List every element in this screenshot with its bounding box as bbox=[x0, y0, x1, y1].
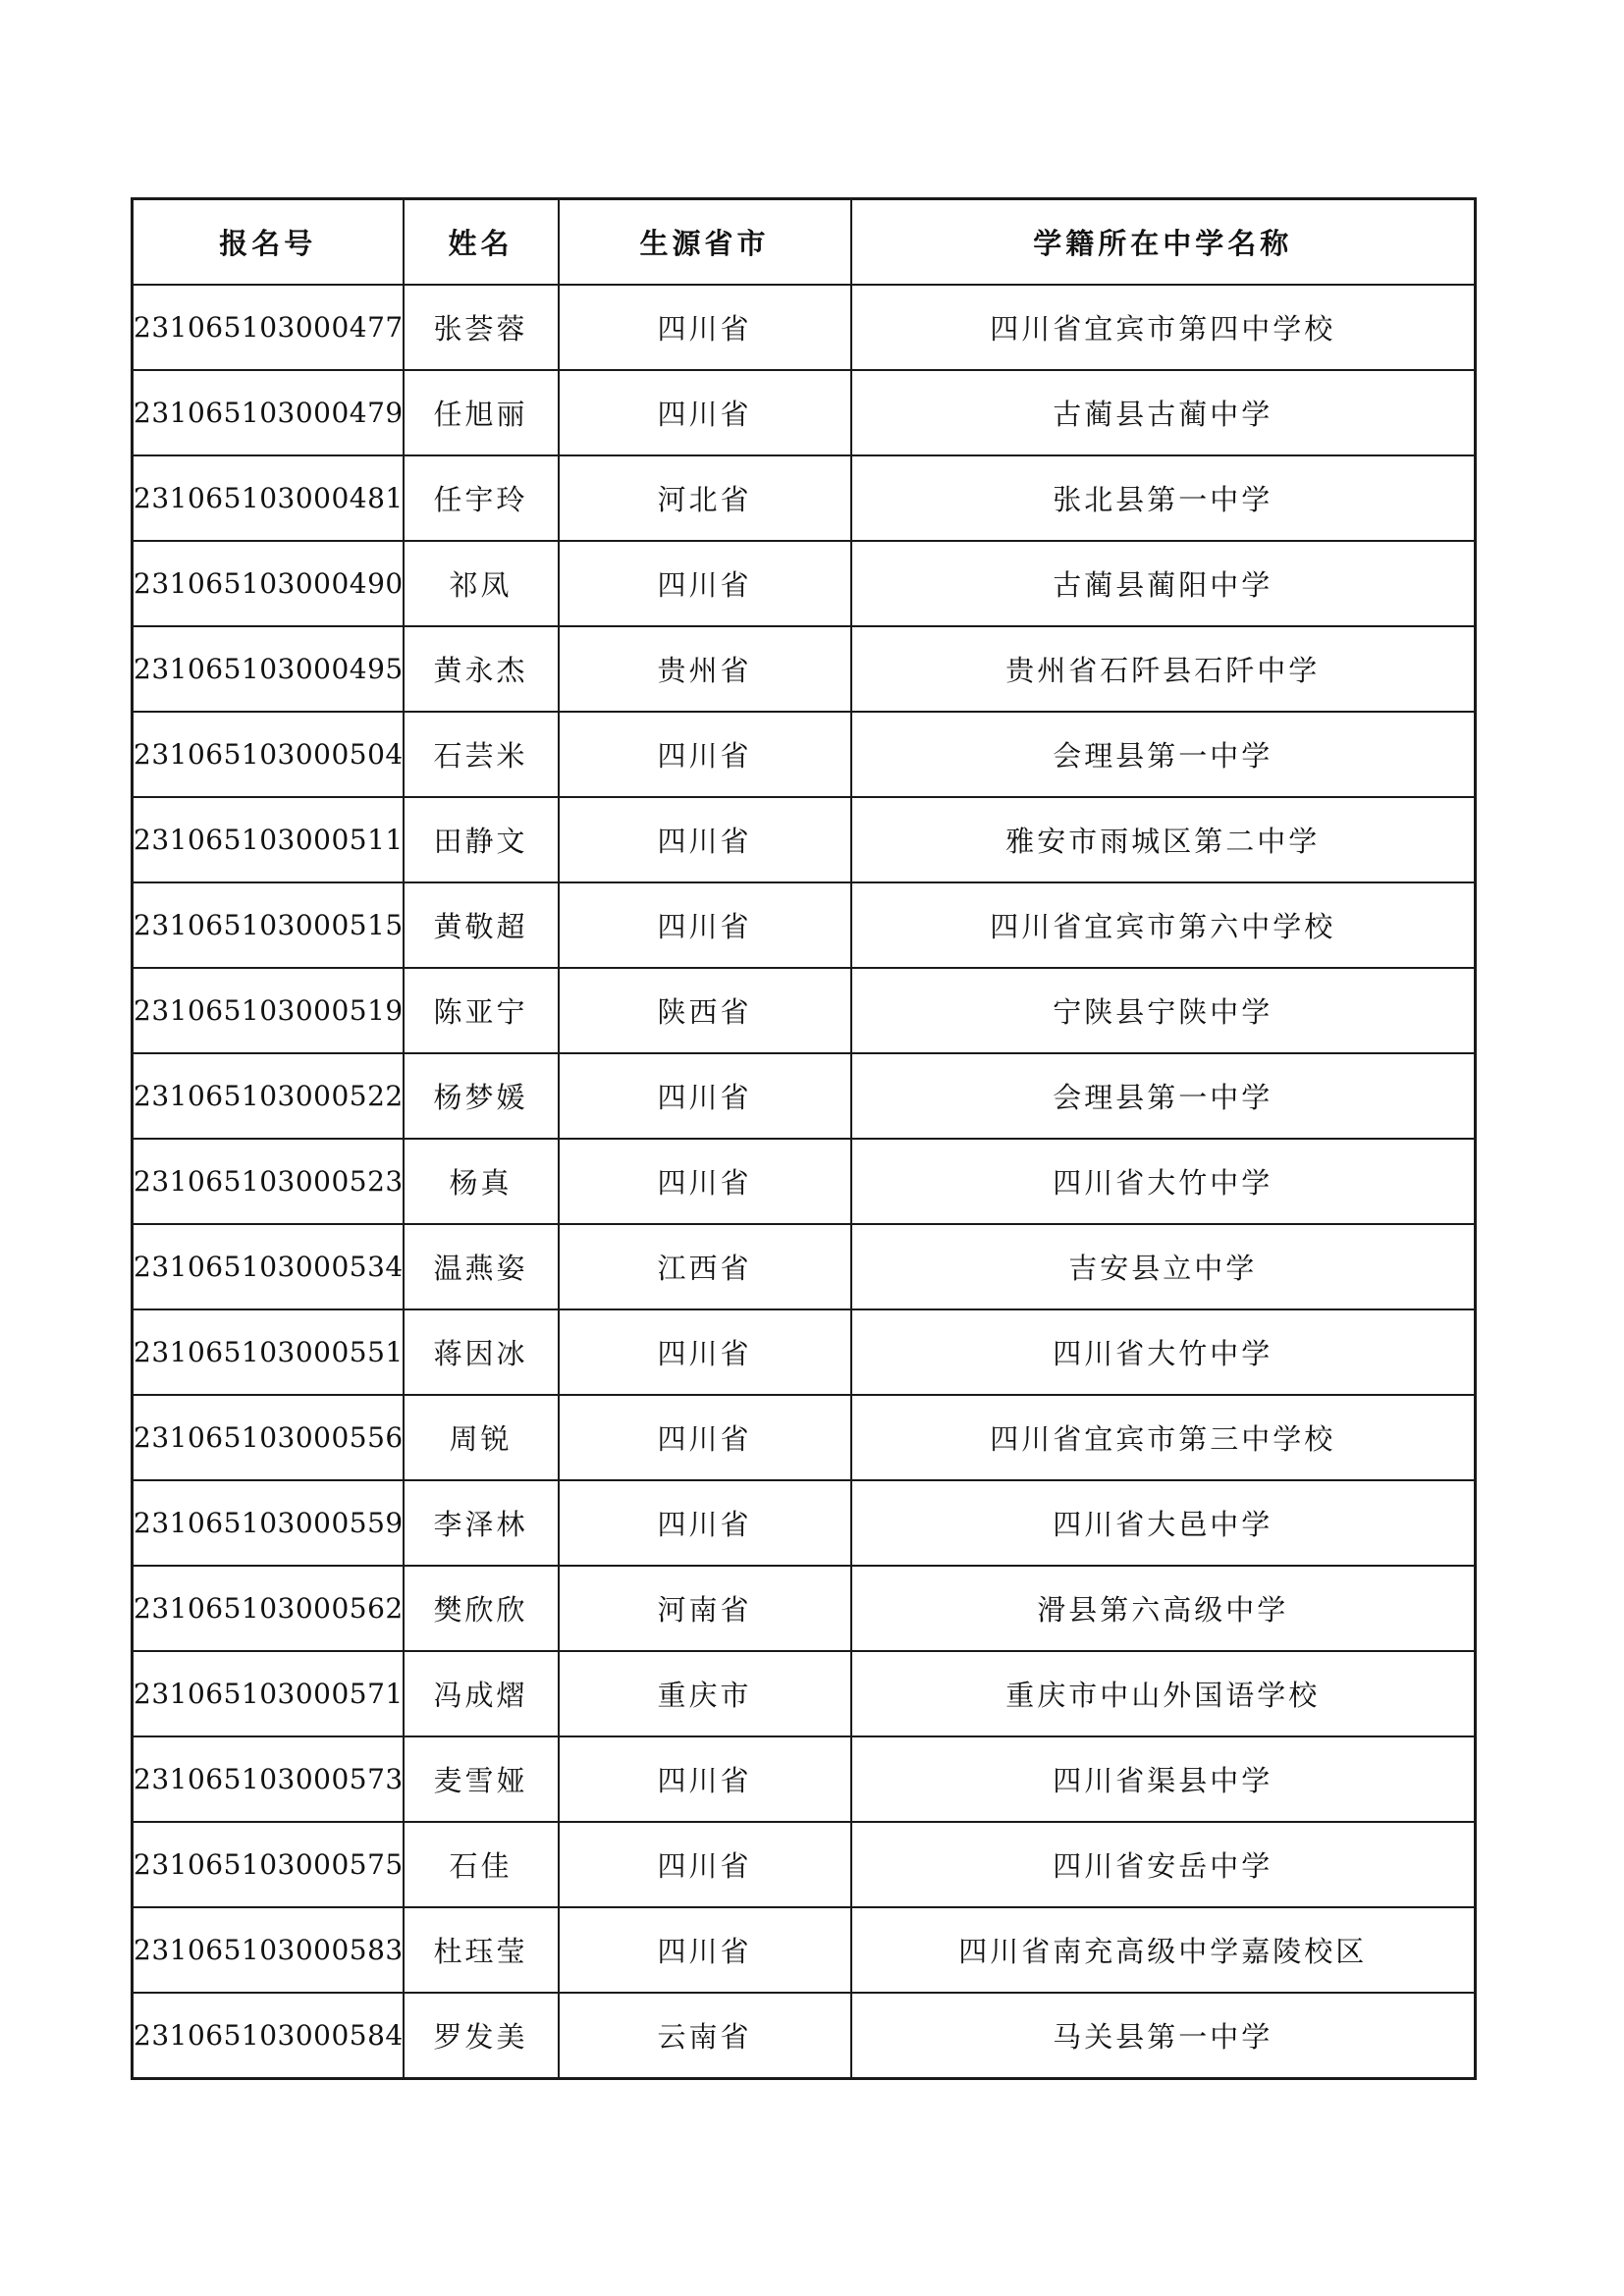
school-name-cell: 四川省大竹中学 bbox=[851, 1139, 1476, 1224]
table-row bbox=[133, 1053, 1476, 1139]
school-name-cell: 四川省安岳中学 bbox=[851, 1822, 1476, 1907]
school-name-cell: 古蔺县古蔺中学 bbox=[851, 370, 1476, 455]
source-province-cell: 四川省 bbox=[559, 285, 851, 370]
source-province-cell: 陕西省 bbox=[559, 968, 851, 1053]
table-row bbox=[133, 712, 1476, 797]
header-school-name: 学籍所在中学名称 bbox=[851, 199, 1476, 286]
source-province-cell: 四川省 bbox=[559, 1736, 851, 1822]
school-name-cell: 滑县第六高级中学 bbox=[851, 1566, 1476, 1651]
table-row bbox=[133, 797, 1476, 882]
registration-number-cell: 231065103000511 bbox=[133, 797, 404, 882]
registration-number-cell: 231065103000562 bbox=[133, 1566, 404, 1651]
school-name-cell: 会理县第一中学 bbox=[851, 712, 1476, 797]
table-row bbox=[133, 285, 1476, 370]
table-row bbox=[133, 1566, 1476, 1651]
source-province-cell: 四川省 bbox=[559, 370, 851, 455]
student-name-cell: 周锐 bbox=[404, 1395, 559, 1480]
table-row bbox=[133, 1309, 1476, 1395]
table-row bbox=[133, 1736, 1476, 1822]
table-row bbox=[133, 541, 1476, 626]
table-row bbox=[133, 1993, 1476, 2079]
source-province-cell: 四川省 bbox=[559, 541, 851, 626]
registration-number-cell: 231065103000556 bbox=[133, 1395, 404, 1480]
table-row bbox=[133, 882, 1476, 968]
student-name-cell: 陈亚宁 bbox=[404, 968, 559, 1053]
registration-number-cell: 231065103000519 bbox=[133, 968, 404, 1053]
source-province-cell: 四川省 bbox=[559, 712, 851, 797]
table-row bbox=[133, 968, 1476, 1053]
source-province-cell: 贵州省 bbox=[559, 626, 851, 712]
header-row bbox=[133, 199, 1476, 286]
header-name: 姓名 bbox=[404, 199, 559, 286]
registration-number-cell: 231065103000573 bbox=[133, 1736, 404, 1822]
school-name-cell: 四川省大竹中学 bbox=[851, 1309, 1476, 1395]
student-name-cell: 杨真 bbox=[404, 1139, 559, 1224]
source-province-cell: 河南省 bbox=[559, 1566, 851, 1651]
school-name-cell: 会理县第一中学 bbox=[851, 1053, 1476, 1139]
student-name-cell: 任旭丽 bbox=[404, 370, 559, 455]
school-name-cell: 古蔺县蔺阳中学 bbox=[851, 541, 1476, 626]
school-name-cell: 四川省大邑中学 bbox=[851, 1480, 1476, 1566]
table-row bbox=[133, 1395, 1476, 1480]
source-province-cell: 四川省 bbox=[559, 1480, 851, 1566]
document-page bbox=[131, 197, 1474, 2080]
source-province-cell: 河北省 bbox=[559, 455, 851, 541]
registration-number-cell: 231065103000584 bbox=[133, 1993, 404, 2079]
student-name-cell: 罗发美 bbox=[404, 1993, 559, 2079]
student-name-cell: 蒋因冰 bbox=[404, 1309, 559, 1395]
school-name-cell: 四川省宜宾市第六中学校 bbox=[851, 882, 1476, 968]
student-name-cell: 李泽林 bbox=[404, 1480, 559, 1566]
registration-number-cell: 231065103000523 bbox=[133, 1139, 404, 1224]
source-province-cell: 四川省 bbox=[559, 1395, 851, 1480]
student-name-cell: 温燕姿 bbox=[404, 1224, 559, 1309]
registration-number-cell: 231065103000504 bbox=[133, 712, 404, 797]
source-province-cell: 四川省 bbox=[559, 797, 851, 882]
registration-number-cell: 231065103000559 bbox=[133, 1480, 404, 1566]
school-name-cell: 马关县第一中学 bbox=[851, 1993, 1476, 2079]
source-province-cell: 江西省 bbox=[559, 1224, 851, 1309]
student-name-cell: 杜珏莹 bbox=[404, 1907, 559, 1993]
header-registration-number: 报名号 bbox=[133, 199, 404, 286]
table-row bbox=[133, 455, 1476, 541]
registration-number-cell: 231065103000551 bbox=[133, 1309, 404, 1395]
source-province-cell: 四川省 bbox=[559, 1053, 851, 1139]
table-row bbox=[133, 1651, 1476, 1736]
student-name-cell: 黄永杰 bbox=[404, 626, 559, 712]
source-province-cell: 重庆市 bbox=[559, 1651, 851, 1736]
student-name-cell: 樊欣欣 bbox=[404, 1566, 559, 1651]
table-row bbox=[133, 1480, 1476, 1566]
school-name-cell: 宁陕县宁陕中学 bbox=[851, 968, 1476, 1053]
table-header bbox=[133, 199, 1476, 286]
student-name-cell: 冯成熠 bbox=[404, 1651, 559, 1736]
school-name-cell: 四川省渠县中学 bbox=[851, 1736, 1476, 1822]
registration-number-cell: 231065103000583 bbox=[133, 1907, 404, 1993]
school-name-cell: 贵州省石阡县石阡中学 bbox=[851, 626, 1476, 712]
source-province-cell: 四川省 bbox=[559, 1309, 851, 1395]
school-name-cell: 雅安市雨城区第二中学 bbox=[851, 797, 1476, 882]
student-name-cell: 张荟蓉 bbox=[404, 285, 559, 370]
table-body bbox=[133, 285, 1476, 2079]
table-row bbox=[133, 626, 1476, 712]
student-name-cell: 麦雪娅 bbox=[404, 1736, 559, 1822]
student-name-cell: 任宇玲 bbox=[404, 455, 559, 541]
school-name-cell: 张北县第一中学 bbox=[851, 455, 1476, 541]
student-name-cell: 杨梦媛 bbox=[404, 1053, 559, 1139]
table-row bbox=[133, 1139, 1476, 1224]
registration-number-cell: 231065103000477 bbox=[133, 285, 404, 370]
student-roster-table bbox=[131, 197, 1477, 2080]
source-province-cell: 四川省 bbox=[559, 1907, 851, 1993]
student-name-cell: 石佳 bbox=[404, 1822, 559, 1907]
student-name-cell: 石芸米 bbox=[404, 712, 559, 797]
registration-number-cell: 231065103000522 bbox=[133, 1053, 404, 1139]
source-province-cell: 四川省 bbox=[559, 1822, 851, 1907]
school-name-cell: 重庆市中山外国语学校 bbox=[851, 1651, 1476, 1736]
registration-number-cell: 231065103000495 bbox=[133, 626, 404, 712]
registration-number-cell: 231065103000515 bbox=[133, 882, 404, 968]
student-name-cell: 祁凤 bbox=[404, 541, 559, 626]
registration-number-cell: 231065103000571 bbox=[133, 1651, 404, 1736]
registration-number-cell: 231065103000575 bbox=[133, 1822, 404, 1907]
source-province-cell: 云南省 bbox=[559, 1993, 851, 2079]
table-row bbox=[133, 1822, 1476, 1907]
student-name-cell: 田静文 bbox=[404, 797, 559, 882]
header-source-province: 生源省市 bbox=[559, 199, 851, 286]
registration-number-cell: 231065103000490 bbox=[133, 541, 404, 626]
school-name-cell: 吉安县立中学 bbox=[851, 1224, 1476, 1309]
table-row bbox=[133, 1224, 1476, 1309]
registration-number-cell: 231065103000479 bbox=[133, 370, 404, 455]
school-name-cell: 四川省宜宾市第三中学校 bbox=[851, 1395, 1476, 1480]
school-name-cell: 四川省宜宾市第四中学校 bbox=[851, 285, 1476, 370]
registration-number-cell: 231065103000481 bbox=[133, 455, 404, 541]
student-name-cell: 黄敬超 bbox=[404, 882, 559, 968]
table-row bbox=[133, 370, 1476, 455]
source-province-cell: 四川省 bbox=[559, 1139, 851, 1224]
registration-number-cell: 231065103000534 bbox=[133, 1224, 404, 1309]
table-row bbox=[133, 1907, 1476, 1993]
school-name-cell: 四川省南充高级中学嘉陵校区 bbox=[851, 1907, 1476, 1993]
source-province-cell: 四川省 bbox=[559, 882, 851, 968]
